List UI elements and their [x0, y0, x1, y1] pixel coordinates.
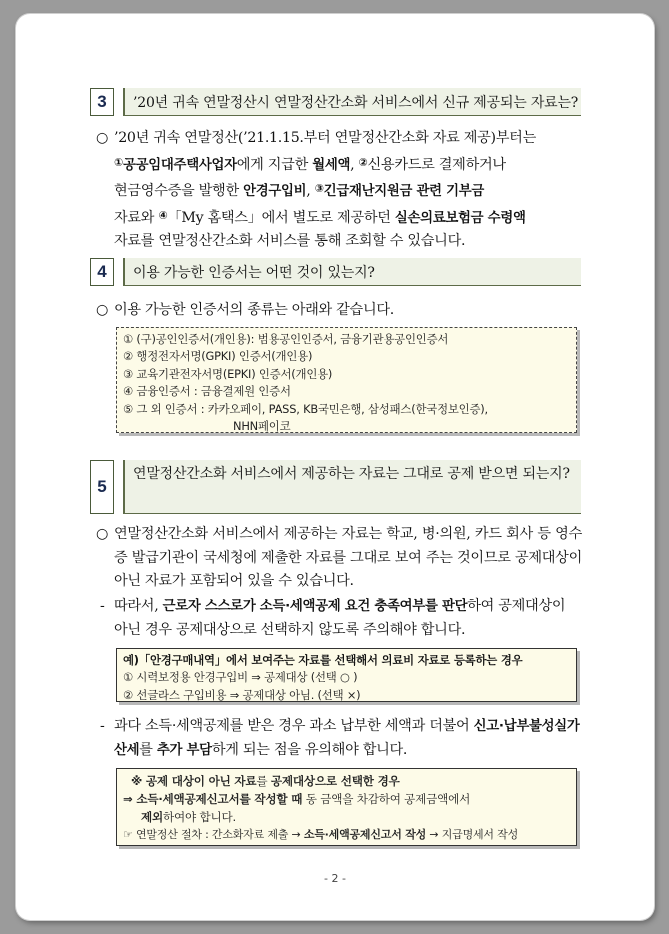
list-item: ① 시력보정용 안경구입비 ⇒ 공제대상 (선택 ○ ) [123, 670, 358, 685]
question-number: 5 [90, 460, 114, 514]
question-5-header [90, 460, 581, 496]
circle-bullet: ○ [96, 526, 109, 542]
note-line: ※ 공제 대상이 아닌 자료를 공제대상으로 선택한 경우 [131, 774, 400, 788]
list-item: ④ 금융인증서 : 금융결제원 인증서 [123, 384, 291, 399]
list-item: ③ 교육기관전자서명(EPKI) 인증서(개인용) [123, 366, 333, 381]
document-page [16, 14, 654, 920]
q5-dash-item-1: - 따라서, 근로자 스스로가 소득·세액공제 요건 충족여부를 판단하여 공제대상이 아닌 경우 공제대상으로 선택하지 않도록 주의해야 합니다. [100, 598, 566, 638]
note-line: ⇒ 소득·세액공제신고서를 작성할 때 동 금액을 차감하여 공제금액에서 [123, 792, 471, 806]
question-title: 연말정산간소화 서비스에서 제공하는 자료는 그대로 공제 받으면 되는지? [123, 460, 581, 514]
list-item: ① (구)공인인증서(개인용): 범용공인인증서, 금융기관용공인인증서 [123, 332, 449, 346]
page-number: - 2 - [324, 872, 346, 885]
circle-bullet: ○ [96, 302, 109, 318]
certificate-list-box [116, 327, 577, 433]
note-line: ☞ 연말정산 절차 : 간소화자료 제출 → 소득·세액공제신고서 작성 → 지급명세서 작성 [123, 828, 518, 841]
example-title: 예)「안경구매내역」에서 보여주는 자료를 선택해서 의료비 자료로 등록하는 경우 [123, 653, 523, 667]
list-item: ② 행정전자서명(GPKI) 인증서(개인용) [123, 349, 313, 364]
note-box [116, 768, 577, 846]
q3-paragraph: ○ ’20년 귀속 연말정산(’21.1.15.부터 연말정산간소화 자료 제공)부터는 ①공공임대주택사업자에게 지급한 월세액, ②신용카드로 결제하거나 현금영수증을 발행한 안경구입비, ③긴급재난지원금 관련 기부금 자료와 ④「My 홈택스」에서 별도로 제공하던 실손의료보험금 수령액 자료를 연말정산간소화 서비스를 통해 조회할 수 있습니다. [96, 127, 582, 254]
question-title: 이용 가능한 인증서는 어떤 것이 있는지? [123, 258, 581, 286]
question-number: 4 [90, 258, 114, 286]
q5-dash-item-2: - 과다 소득·세액공제를 받은 경우 과소 납부한 세액과 더불어 신고·납부불성실가산세를 추가 부담하게 되는 점을 유의해야 합니다. [100, 718, 580, 758]
circle-bullet: ○ [96, 130, 109, 146]
list-item: ⑤ 그 외 인증서 : 카카오페이, PASS, KB국민은행, 삼성패스(한국정보인증), [123, 401, 488, 416]
list-item: ② 선글라스 구입비용 ⇒ 공제대상 아님. (선택 ×) [123, 687, 361, 702]
question-3-header [90, 88, 581, 118]
q5-paragraph: ○ 연말정산간소화 서비스에서 제공하는 자료는 학교, 병·의원, 카드 회사 등 영수증 발급기관이 국세청에 제출한 자료를 그대로 보여 주는 것이므로 공제대상이 아닌 자료가 포함되어 있을 수 있습니다. [96, 523, 582, 594]
question-title: ’20년 귀속 연말정산시 연말정산간소화 서비스에서 신규 제공되는 자료는? [123, 88, 581, 116]
question-4-header [90, 258, 581, 288]
list-item: NHN페이코 [233, 419, 291, 434]
question-number: 3 [90, 88, 114, 116]
example-box [116, 648, 577, 702]
q4-paragraph: ○ 이용 가능한 인증서의 종류는 아래와 같습니다. [96, 299, 582, 323]
note-line: 제외하여야 합니다. [141, 810, 236, 824]
